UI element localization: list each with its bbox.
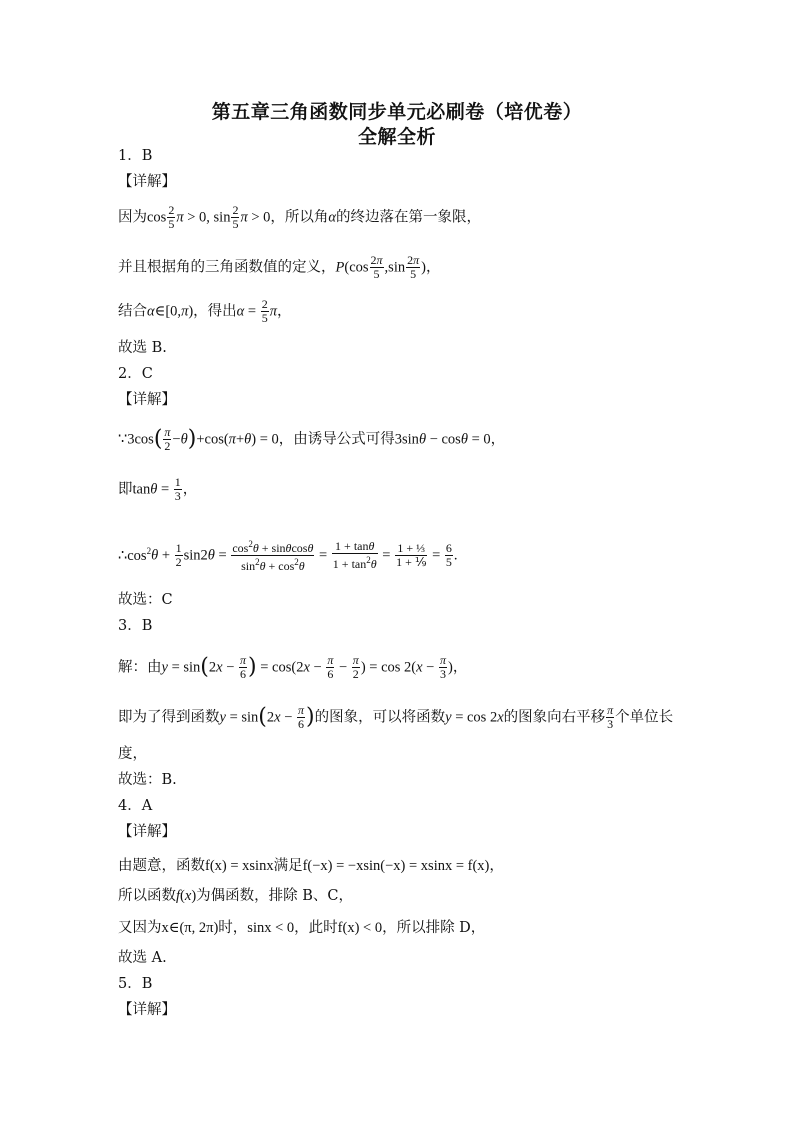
q1-detail-tag: 【详解】: [118, 174, 176, 190]
document-title: 第五章三角函数同步单元必刷卷（培优卷）: [211, 101, 583, 123]
q3-line-2: 即为了得到函数y = sin(2x − $\frac{\pi}{6}$ )的图象，可以将函数y = cos 2x的图象向右平移 $\frac{\pi}{3}$ 个单位长: [118, 703, 674, 731]
q3-answer: 3．B: [118, 618, 153, 634]
q2-answer: 2．C: [118, 366, 153, 382]
q1-answer: 1．B: [118, 148, 153, 164]
q5-detail-tag: 【详解】: [118, 1002, 176, 1018]
document-subtitle: 全解全析: [357, 126, 436, 148]
q2-detail-tag: 【详解】: [118, 392, 176, 408]
q4-conclusion: 故选 A.: [118, 950, 167, 966]
q4-answer: 4．A: [118, 798, 153, 814]
q2-line-3: $\therefore\cos^2\theta$ + $\frac{1}{2}$ sin2θ = $\frac{\cos^2\theta + \sin\theta\cos\theta}{\sin^2\theta + \cos^2\theta}$ = $\frac{1 + \tan\theta}{1 + \tan^2\theta}$ = $\frac{\text{1 + ⅓}}{\text{1 + ⅑}}$ = $\frac{6}{5}$ .: [118, 539, 458, 573]
q2-line-1: ∵3cos( $\frac{\pi}{2}$ −θ)+cos(π+θ) = 0，由诱导公式可得3sinθ − cosθ = 0，: [118, 425, 506, 453]
q4-detail-tag: 【详解】: [118, 824, 176, 840]
q3-conclusion: 故选：B.: [118, 772, 177, 788]
q1-line-3: 结合α∈[0,π)，得出α = $\frac{2}{5}$ π，: [118, 297, 292, 325]
q5-answer: 5．B: [118, 976, 153, 992]
q3-line-1: 解：由y = sin(2x − $\frac{\pi}{6}$ ) = cos(2x − $\frac{\pi}{6}$ − $\frac{\pi}{2}$ ) = cos 2(x − $\frac{\pi}{3}$ )，: [118, 653, 468, 681]
q4-line-2: 所以函数f(x)为偶函数，排除 B、C，: [118, 888, 354, 904]
q1-line-2: 并且根据角的三角函数值的定义，P(cos $\frac{2\pi}{5}$ ,sin $\frac{2\pi}{5}$ )，: [118, 253, 441, 281]
q3-line-3: 度，: [118, 746, 147, 762]
q2-conclusion: 故选：C: [118, 592, 173, 608]
q1-conclusion: 故选 B.: [118, 340, 167, 356]
q4-line-1: 由题意，函数f(x) = xsinx满足f(−x) = −xsin(−x) = xsinx = f(x)，: [118, 858, 504, 874]
q4-line-3: 又因为x∈(π, 2π)时，sinx < 0，此时f(x) < 0，所以排除 D，: [118, 920, 486, 936]
q2-line-2: 即tanθ = $\frac{1}{3}$ ，: [118, 475, 198, 503]
q1-line-1: 因为cos $\frac{2}{5}$ π > 0, sin $\frac{2}{5}$ π > 0，所以角α的终边落在第一象限，: [118, 203, 482, 231]
